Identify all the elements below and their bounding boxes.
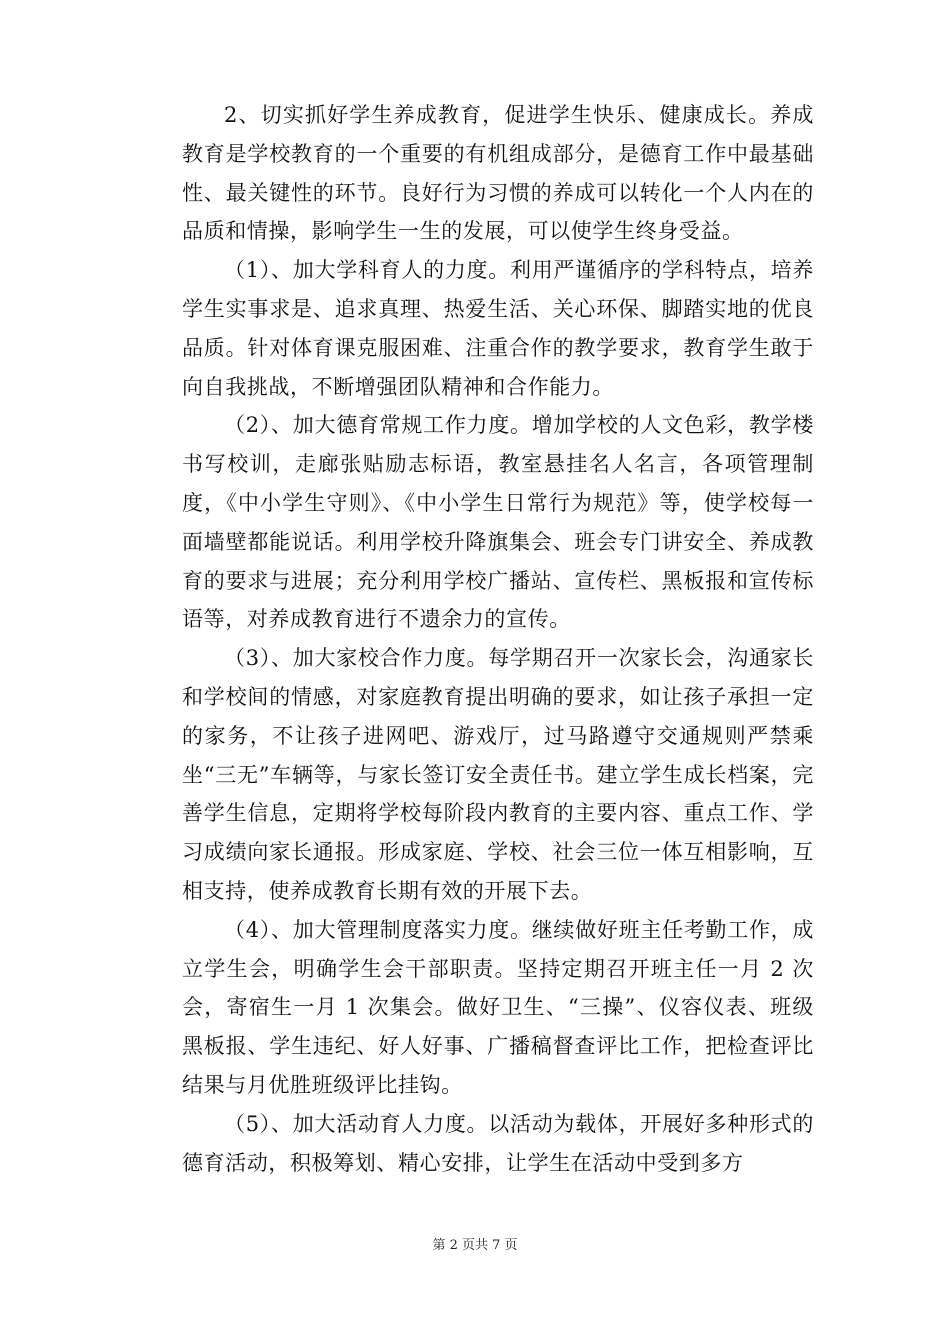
document-body <box>182 96 814 1182</box>
page-number-footer: 第 2 页共 7 页 <box>432 1238 518 1253</box>
paragraph-subject-education: （1）、加大学科育人的力度。利用严谨循序的学科特点，培养学生实事求是、追求真理、热爱生活、关心环保、脚踏实地的优良品质。针对体育课克服困难、注重合作的教学要求，教育学生敢于向自我挑战，不断增强团队精神和合作能力。 <box>182 258 814 399</box>
paragraph-home-school-cooperation: （3）、加大家校合作力度。每学期召开一次家长会，沟通家长和学校间的情感，对家庭教育提出明确的要求，如让孩子承担一定的家务，不让孩子进网吧、游戏厅，过马路遵守交通规则严禁乘坐“三无”车辆等，与家长签订安全责任书。建立学生成长档案，完善学生信息，定期将学校每阶段内教育的主要内容、重点工作、学习成绩向家长通报。形成家庭、学校、社会三位一体互相影响，互相支持，使养成教育长期有效的开展下去。 <box>182 646 814 903</box>
paragraph-activity-education: （5）、加大活动育人力度。以活动为载体，开展好多种形式的德育活动，积极筹划、精心安排，让学生在活动中受到多方 <box>182 1111 814 1175</box>
paragraph-habit-education: 2、切实抓好学生养成教育，促进学生快乐、健康成长。养成教育是学校教育的一个重要的有机组成部分，是德育工作中最基础性、最关键性的环节。良好行为习惯的养成可以转化一个人内在的品质和情操，影响学生一生的发展，可以使学生终身受益。 <box>182 103 814 244</box>
paragraph-routine-work: （2）、加大德育常规工作力度。增加学校的人文色彩，教学楼书写校训，走廊张贴励志标语，教室悬挂名人名言，各项管理制度，《中小学生守则》、《中小学生日常行为规范》等，使学校每一面墙壁都能说话。利用学校升降旗集会、班会专门讲安全、养成教育的要求与进展；充分利用学校广播站、宣传栏、黑板报和宣传标语等，对养成教育进行不遗余力的宣传。 <box>182 413 814 632</box>
paragraph-management-system: （4）、加大管理制度落实力度。继续做好班主任考勤工作，成立学生会，明确学生会干部职责。坚持定期召开班主任一月 2 次会，寄宿生一月 1 次集会。做好卫生、“三操”、仪容仪表、班级黑板报、学生违纪、好人好事、广播稿督查评比工作，把检查评比结果与月优胜班级评比挂钩。 <box>182 917 814 1097</box>
